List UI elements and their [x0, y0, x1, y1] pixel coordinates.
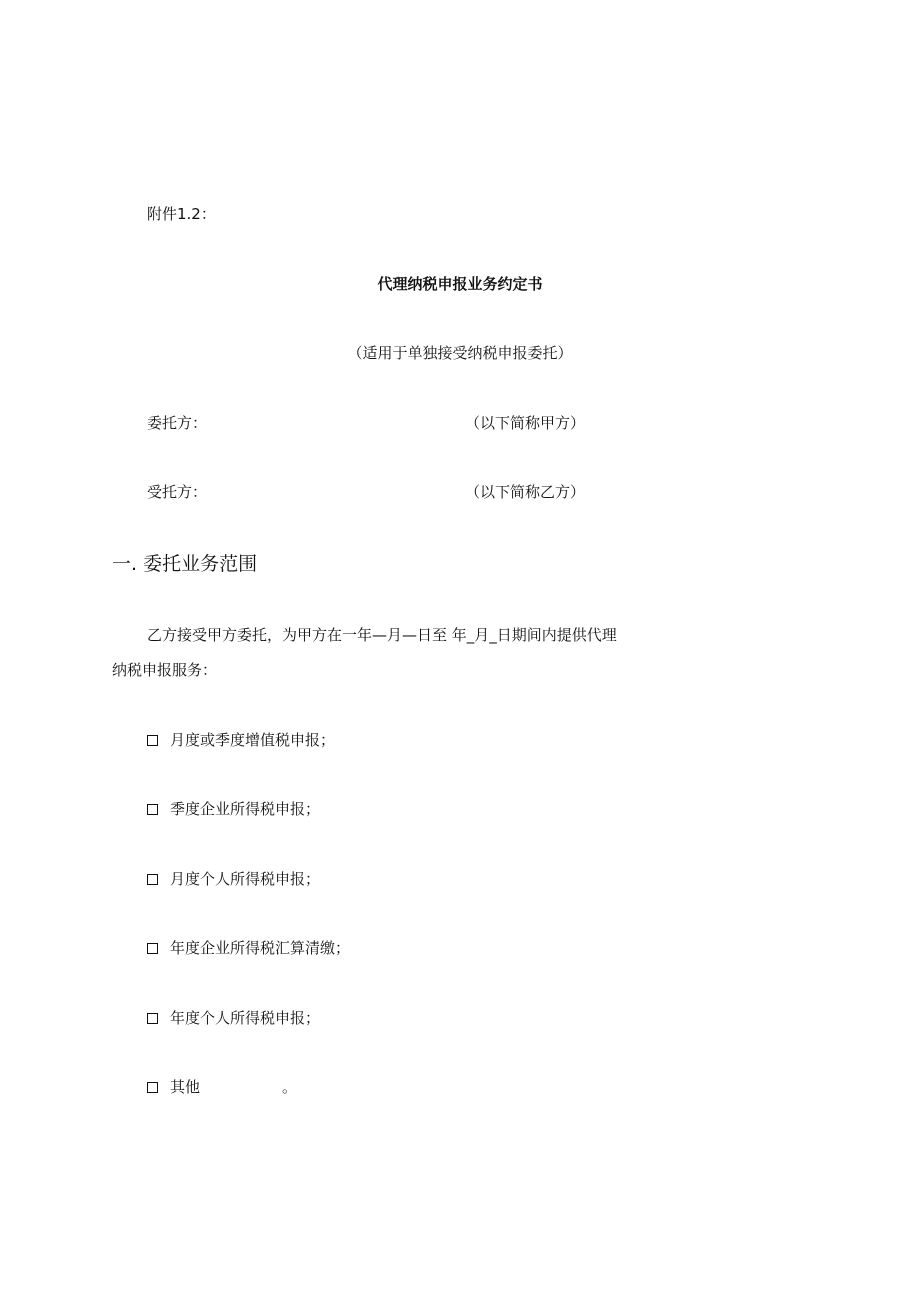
option-label: 年度企业所得税汇算清缴；: [170, 939, 351, 957]
agent-label: 受托方：: [147, 483, 208, 501]
option-vat-declaration[interactable]: [147, 731, 335, 749]
agent-alias: （以下简称乙方）: [465, 483, 586, 501]
option-monthly-personal-tax[interactable]: [147, 870, 320, 888]
checkbox-icon[interactable]: [147, 804, 158, 815]
checkbox-icon[interactable]: [147, 874, 158, 885]
option-label: 月度个人所得税申报；: [170, 870, 321, 888]
option-label: 月度或季度增值税申报；: [170, 731, 336, 749]
document-subtitle: （适用于单独接受纳税申报委托）: [347, 344, 573, 362]
option-other[interactable]: [147, 1078, 297, 1096]
body-paragraph-line-1: 乙方接受甲方委托，为甲方在一年—月—日至 年_月_日期间内提供代理: [147, 626, 617, 644]
section-heading: 一. 委托业务范围: [112, 553, 258, 575]
option-label: 年度个人所得税申报；: [170, 1009, 321, 1027]
document-title: 代理纳税申报业务约定书: [377, 275, 543, 293]
client-alias: （以下简称甲方）: [465, 414, 586, 432]
client-label: 委托方：: [147, 414, 208, 432]
attachment-label: 附件1.2：: [147, 205, 216, 223]
option-quarterly-corporate-tax[interactable]: [147, 800, 320, 818]
option-annual-corporate-settlement[interactable]: [147, 939, 350, 957]
checkbox-icon[interactable]: [147, 735, 158, 746]
option-annual-personal-tax[interactable]: [147, 1009, 320, 1027]
option-label: 季度企业所得税申报；: [170, 800, 321, 818]
body-paragraph-line-2: 纳税申报服务：: [112, 661, 218, 679]
checkbox-icon[interactable]: [147, 1013, 158, 1024]
checkbox-icon[interactable]: [147, 1082, 158, 1093]
checkbox-icon[interactable]: [147, 943, 158, 954]
option-label: 其他: [170, 1078, 201, 1096]
other-suffix: 。: [282, 1078, 298, 1096]
